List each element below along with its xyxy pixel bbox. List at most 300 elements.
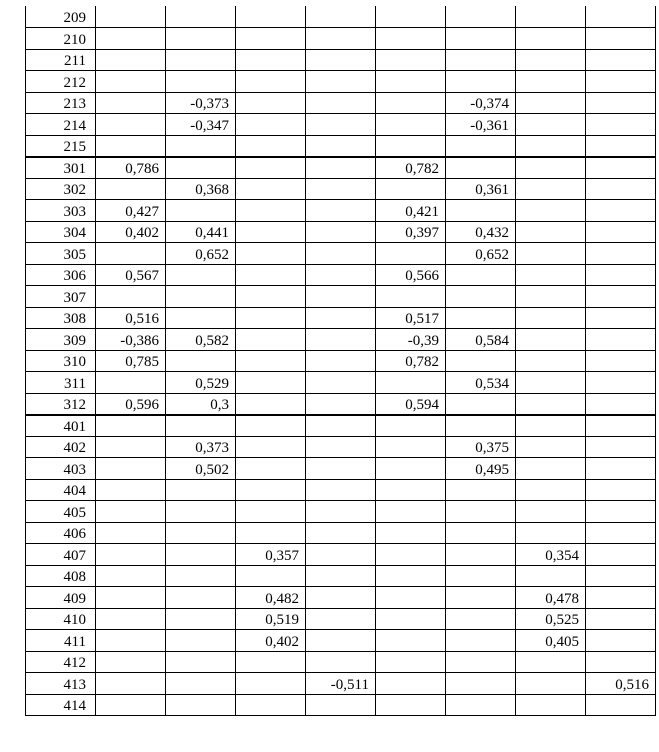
table-row: [26, 501, 656, 523]
value-cell: [166, 608, 236, 630]
value-cell: [376, 673, 446, 695]
table-row: [26, 522, 656, 544]
value-cell: [376, 415, 446, 437]
value-cell: 0,529: [166, 372, 236, 394]
value-cell: [236, 92, 306, 114]
value-cell: 0,525: [516, 608, 586, 630]
value-cell: [516, 71, 586, 93]
value-cell: [586, 565, 656, 587]
value-cell: [236, 114, 306, 136]
value-cell: [166, 28, 236, 50]
value-cell: [516, 436, 586, 458]
value-cell: [516, 307, 586, 329]
value-cell: [96, 71, 166, 93]
row-id-cell: 214: [26, 114, 96, 136]
table-row: [26, 49, 656, 71]
value-cell: [96, 415, 166, 437]
value-cell: -0,373: [166, 92, 236, 114]
table-body: [26, 6, 656, 716]
value-cell: [96, 135, 166, 157]
value-cell: [236, 350, 306, 372]
table-row: [26, 694, 656, 716]
value-cell: 0,495: [446, 458, 516, 480]
value-cell: [516, 157, 586, 179]
value-cell: [586, 71, 656, 93]
value-cell: [236, 264, 306, 286]
value-cell: 0,361: [446, 178, 516, 200]
value-cell: [376, 92, 446, 114]
value-cell: [166, 307, 236, 329]
value-cell: [586, 6, 656, 28]
value-cell: [446, 71, 516, 93]
value-cell: [96, 178, 166, 200]
value-cell: [446, 286, 516, 308]
value-cell: [236, 286, 306, 308]
value-cell: [586, 651, 656, 673]
value-cell: [516, 673, 586, 695]
value-cell: [236, 522, 306, 544]
value-cell: [96, 458, 166, 480]
value-cell: [516, 372, 586, 394]
row-id-cell: 411: [26, 630, 96, 652]
table-row: [26, 6, 656, 28]
value-cell: [96, 544, 166, 566]
value-cell: 0,534: [446, 372, 516, 394]
value-cell: [306, 458, 376, 480]
value-cell: [166, 49, 236, 71]
value-cell: 0,596: [96, 393, 166, 415]
table-row: [26, 630, 656, 652]
value-cell: [166, 522, 236, 544]
value-cell: [376, 544, 446, 566]
value-cell: [446, 651, 516, 673]
value-cell: 0,427: [96, 200, 166, 222]
value-cell: [306, 178, 376, 200]
value-cell: [166, 415, 236, 437]
value-cell: 0,502: [166, 458, 236, 480]
value-cell: 0,3: [166, 393, 236, 415]
table-row: [26, 243, 656, 265]
table-row: [26, 673, 656, 695]
value-cell: [166, 630, 236, 652]
value-cell: [446, 157, 516, 179]
value-cell: [236, 458, 306, 480]
value-cell: [446, 264, 516, 286]
value-cell: [586, 436, 656, 458]
value-cell: 0,567: [96, 264, 166, 286]
row-id-cell: 307: [26, 286, 96, 308]
value-cell: [446, 6, 516, 28]
value-cell: [306, 436, 376, 458]
value-cell: [96, 587, 166, 609]
value-cell: [446, 415, 516, 437]
value-cell: [586, 630, 656, 652]
value-cell: [516, 415, 586, 437]
value-cell: [586, 307, 656, 329]
value-cell: 0,375: [446, 436, 516, 458]
value-cell: [306, 350, 376, 372]
value-cell: [236, 135, 306, 157]
value-cell: 0,432: [446, 221, 516, 243]
value-cell: [516, 350, 586, 372]
value-cell: [166, 651, 236, 673]
value-cell: [306, 415, 376, 437]
value-cell: [516, 92, 586, 114]
loadings-table: [25, 6, 656, 716]
value-cell: 0,652: [446, 243, 516, 265]
value-cell: 0,566: [376, 264, 446, 286]
row-id-cell: 305: [26, 243, 96, 265]
value-cell: -0,361: [446, 114, 516, 136]
value-cell: 0,584: [446, 329, 516, 351]
row-id-cell: 215: [26, 135, 96, 157]
value-cell: [516, 135, 586, 157]
value-cell: [306, 393, 376, 415]
value-cell: [166, 501, 236, 523]
value-cell: [586, 587, 656, 609]
value-cell: [96, 286, 166, 308]
value-cell: [306, 522, 376, 544]
value-cell: 0,478: [516, 587, 586, 609]
value-cell: 0,516: [586, 673, 656, 695]
value-cell: 0,402: [236, 630, 306, 652]
value-cell: [446, 479, 516, 501]
value-cell: [306, 221, 376, 243]
value-cell: [376, 49, 446, 71]
value-cell: [166, 565, 236, 587]
value-cell: [586, 608, 656, 630]
value-cell: [516, 178, 586, 200]
value-cell: [376, 694, 446, 716]
value-cell: [376, 6, 446, 28]
row-id-cell: 310: [26, 350, 96, 372]
value-cell: 0,652: [166, 243, 236, 265]
row-id-cell: 209: [26, 6, 96, 28]
value-cell: 0,441: [166, 221, 236, 243]
value-cell: 0,368: [166, 178, 236, 200]
table-row: [26, 71, 656, 93]
value-cell: [166, 157, 236, 179]
value-cell: 0,517: [376, 307, 446, 329]
row-id-cell: 405: [26, 501, 96, 523]
value-cell: [376, 522, 446, 544]
value-cell: [306, 608, 376, 630]
table-row: [26, 264, 656, 286]
row-id-cell: 404: [26, 479, 96, 501]
value-cell: [96, 694, 166, 716]
value-cell: 0,421: [376, 200, 446, 222]
value-cell: [96, 479, 166, 501]
value-cell: [166, 135, 236, 157]
value-cell: [586, 458, 656, 480]
table-row: [26, 565, 656, 587]
value-cell: 0,373: [166, 436, 236, 458]
value-cell: [166, 286, 236, 308]
row-id-cell: 213: [26, 92, 96, 114]
value-cell: [166, 544, 236, 566]
value-cell: [236, 479, 306, 501]
value-cell: [236, 372, 306, 394]
value-cell: [96, 608, 166, 630]
value-cell: [306, 6, 376, 28]
value-cell: [376, 501, 446, 523]
value-cell: [166, 587, 236, 609]
row-id-cell: 413: [26, 673, 96, 695]
value-cell: [446, 28, 516, 50]
value-cell: [516, 393, 586, 415]
value-cell: [306, 92, 376, 114]
value-cell: [236, 243, 306, 265]
value-cell: [586, 157, 656, 179]
value-cell: 0,782: [376, 350, 446, 372]
value-cell: [586, 522, 656, 544]
value-cell: [446, 565, 516, 587]
value-cell: 0,594: [376, 393, 446, 415]
value-cell: [236, 6, 306, 28]
value-cell: [306, 501, 376, 523]
value-cell: [96, 565, 166, 587]
value-cell: [306, 49, 376, 71]
row-id-cell: 301: [26, 157, 96, 179]
value-cell: [446, 393, 516, 415]
loadings-table-container: [25, 6, 656, 716]
value-cell: [516, 221, 586, 243]
value-cell: [516, 200, 586, 222]
value-cell: [586, 544, 656, 566]
value-cell: [376, 651, 446, 673]
value-cell: [516, 243, 586, 265]
value-cell: [376, 565, 446, 587]
value-cell: [516, 501, 586, 523]
value-cell: [236, 307, 306, 329]
row-id-cell: 401: [26, 415, 96, 437]
value-cell: [516, 522, 586, 544]
row-id-cell: 308: [26, 307, 96, 329]
value-cell: [236, 178, 306, 200]
row-id-cell: 210: [26, 28, 96, 50]
table-row: [26, 393, 656, 415]
value-cell: [446, 200, 516, 222]
value-cell: [96, 630, 166, 652]
value-cell: [236, 221, 306, 243]
row-id-cell: 311: [26, 372, 96, 394]
value-cell: [96, 49, 166, 71]
row-id-cell: 403: [26, 458, 96, 480]
row-id-cell: 211: [26, 49, 96, 71]
value-cell: [586, 243, 656, 265]
value-cell: [236, 673, 306, 695]
row-id-cell: 302: [26, 178, 96, 200]
value-cell: [236, 71, 306, 93]
value-cell: [236, 329, 306, 351]
value-cell: [96, 522, 166, 544]
table-row: [26, 178, 656, 200]
value-cell: [446, 135, 516, 157]
value-cell: [586, 178, 656, 200]
value-cell: [516, 114, 586, 136]
row-id-cell: 306: [26, 264, 96, 286]
value-cell: [586, 221, 656, 243]
value-cell: [376, 71, 446, 93]
value-cell: [166, 694, 236, 716]
table-row: [26, 135, 656, 157]
value-cell: [306, 630, 376, 652]
value-cell: 0,516: [96, 307, 166, 329]
value-cell: 0,397: [376, 221, 446, 243]
value-cell: [236, 200, 306, 222]
value-cell: [236, 393, 306, 415]
row-id-cell: 409: [26, 587, 96, 609]
value-cell: [306, 565, 376, 587]
value-cell: [166, 479, 236, 501]
table-row: [26, 372, 656, 394]
value-cell: [306, 329, 376, 351]
value-cell: [236, 651, 306, 673]
table-row: [26, 329, 656, 351]
value-cell: [306, 157, 376, 179]
table-row: [26, 114, 656, 136]
value-cell: [446, 544, 516, 566]
value-cell: [376, 587, 446, 609]
value-cell: [236, 694, 306, 716]
value-cell: [306, 114, 376, 136]
table-row: [26, 479, 656, 501]
value-cell: [586, 264, 656, 286]
value-cell: [376, 28, 446, 50]
row-id-cell: 406: [26, 522, 96, 544]
value-cell: [306, 71, 376, 93]
value-cell: [586, 415, 656, 437]
value-cell: [586, 350, 656, 372]
value-cell: [446, 694, 516, 716]
value-cell: [446, 49, 516, 71]
value-cell: [96, 651, 166, 673]
row-id-cell: 412: [26, 651, 96, 673]
value-cell: [376, 286, 446, 308]
table-row: [26, 350, 656, 372]
value-cell: -0,511: [306, 673, 376, 695]
table-row: [26, 436, 656, 458]
value-cell: [376, 372, 446, 394]
value-cell: [586, 28, 656, 50]
table-row: [26, 92, 656, 114]
value-cell: [166, 673, 236, 695]
value-cell: [236, 436, 306, 458]
value-cell: [236, 28, 306, 50]
value-cell: [236, 565, 306, 587]
value-cell: [516, 565, 586, 587]
value-cell: [306, 200, 376, 222]
table-row: [26, 458, 656, 480]
value-cell: [236, 49, 306, 71]
value-cell: 0,354: [516, 544, 586, 566]
row-id-cell: 410: [26, 608, 96, 630]
value-cell: [306, 372, 376, 394]
value-cell: [306, 243, 376, 265]
value-cell: [306, 694, 376, 716]
value-cell: [586, 200, 656, 222]
value-cell: 0,582: [166, 329, 236, 351]
value-cell: 0,782: [376, 157, 446, 179]
row-id-cell: 303: [26, 200, 96, 222]
value-cell: [446, 630, 516, 652]
value-cell: [376, 436, 446, 458]
value-cell: 0,785: [96, 350, 166, 372]
value-cell: [376, 458, 446, 480]
table-row: [26, 157, 656, 179]
value-cell: [166, 71, 236, 93]
value-cell: [306, 264, 376, 286]
value-cell: 0,482: [236, 587, 306, 609]
row-id-cell: 312: [26, 393, 96, 415]
value-cell: 0,357: [236, 544, 306, 566]
row-id-cell: 309: [26, 329, 96, 351]
value-cell: [376, 479, 446, 501]
value-cell: [236, 415, 306, 437]
value-cell: [516, 286, 586, 308]
value-cell: [96, 6, 166, 28]
value-cell: [96, 243, 166, 265]
value-cell: [166, 6, 236, 28]
value-cell: [446, 673, 516, 695]
row-id-cell: 212: [26, 71, 96, 93]
value-cell: [516, 28, 586, 50]
value-cell: [446, 608, 516, 630]
value-cell: [586, 694, 656, 716]
table-row: [26, 608, 656, 630]
value-cell: [516, 6, 586, 28]
row-id-cell: 407: [26, 544, 96, 566]
value-cell: [516, 49, 586, 71]
value-cell: -0,374: [446, 92, 516, 114]
value-cell: [586, 49, 656, 71]
value-cell: [166, 200, 236, 222]
value-cell: [446, 501, 516, 523]
value-cell: [306, 651, 376, 673]
value-cell: [306, 28, 376, 50]
value-cell: [306, 479, 376, 501]
value-cell: [586, 393, 656, 415]
value-cell: [96, 501, 166, 523]
table-row: [26, 651, 656, 673]
value-cell: [96, 92, 166, 114]
value-cell: 0,786: [96, 157, 166, 179]
value-cell: [516, 479, 586, 501]
value-cell: [516, 329, 586, 351]
value-cell: [446, 350, 516, 372]
value-cell: [236, 157, 306, 179]
value-cell: [586, 329, 656, 351]
value-cell: [586, 135, 656, 157]
value-cell: [96, 28, 166, 50]
value-cell: [96, 372, 166, 394]
row-id-cell: 414: [26, 694, 96, 716]
value-cell: [516, 458, 586, 480]
value-cell: [376, 630, 446, 652]
value-cell: [586, 286, 656, 308]
row-id-cell: 408: [26, 565, 96, 587]
table-row: [26, 587, 656, 609]
table-row: [26, 200, 656, 222]
value-cell: [586, 501, 656, 523]
value-cell: [96, 673, 166, 695]
value-cell: 0,519: [236, 608, 306, 630]
table-row: [26, 415, 656, 437]
value-cell: [586, 92, 656, 114]
value-cell: [586, 479, 656, 501]
table-row: [26, 286, 656, 308]
value-cell: [586, 372, 656, 394]
